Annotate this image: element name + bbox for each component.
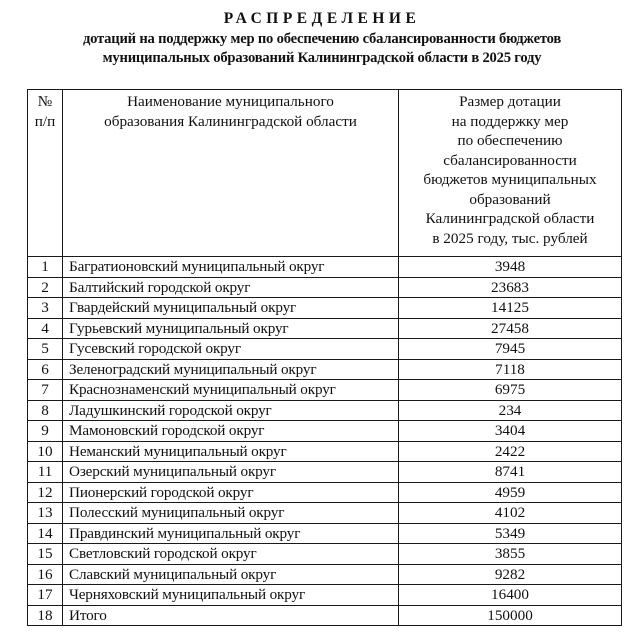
table-row bbox=[28, 257, 622, 278]
subsidy-amount: 2422 bbox=[399, 441, 622, 462]
document-subtitle-line-1: дотаций на поддержку мер по обеспечению сбалансированности бюджетов bbox=[82, 31, 562, 47]
header-value-line: сбалансированности bbox=[443, 151, 577, 169]
table-row bbox=[28, 564, 622, 585]
municipality-name: Славский муниципальный округ bbox=[63, 564, 399, 585]
subsidy-amount: 7118 bbox=[399, 359, 622, 380]
table-row bbox=[28, 462, 622, 483]
municipality-name: Пионерский городской округ bbox=[63, 482, 399, 503]
subsidy-amount: 3855 bbox=[399, 544, 622, 565]
subsidy-amount: 6975 bbox=[399, 380, 622, 401]
row-number: 8 bbox=[28, 400, 63, 421]
table-row bbox=[28, 544, 622, 565]
row-number: 7 bbox=[28, 380, 63, 401]
table-row bbox=[28, 318, 622, 339]
table-header-row bbox=[28, 90, 622, 257]
header-name-line: Наименование муниципального bbox=[127, 93, 334, 110]
header-municipality-name bbox=[63, 90, 399, 257]
municipality-name: Неманский муниципальный округ bbox=[63, 441, 399, 462]
subsidy-amount: 3404 bbox=[399, 421, 622, 442]
table-row bbox=[28, 585, 622, 606]
subsidy-amount: 27458 bbox=[399, 318, 622, 339]
subsidy-amount: 7945 bbox=[399, 339, 622, 360]
municipality-name: Ладушкинский городской округ bbox=[63, 400, 399, 421]
row-number: 2 bbox=[28, 277, 63, 298]
municipality-name: Мамоновский городской округ bbox=[63, 421, 399, 442]
row-number: 11 bbox=[28, 462, 63, 483]
table-row bbox=[28, 482, 622, 503]
table-row bbox=[28, 380, 622, 401]
table-row bbox=[28, 339, 622, 360]
row-number: 9 bbox=[28, 421, 63, 442]
table-row bbox=[28, 441, 622, 462]
subsidy-amount: 4102 bbox=[399, 503, 622, 524]
subsidy-amount: 4959 bbox=[399, 482, 622, 503]
header-value-line: Калининградской области bbox=[425, 210, 595, 227]
table-row bbox=[28, 421, 622, 442]
subsidy-amount: 150000 bbox=[399, 605, 622, 626]
municipality-name: Черняховский муниципальный округ bbox=[63, 585, 399, 606]
municipality-name: Гусевский городской округ bbox=[63, 339, 399, 360]
subsidy-amount: 14125 bbox=[399, 298, 622, 319]
row-number: 15 bbox=[28, 544, 63, 565]
table-row bbox=[28, 503, 622, 524]
municipality-name: Гурьевский муниципальный округ bbox=[63, 318, 399, 339]
header-subsidy-amount bbox=[399, 90, 622, 257]
municipality-name: Балтийский городской округ bbox=[63, 277, 399, 298]
document-subtitle-line-2: муниципальных образований Калининградской области в 2025 году bbox=[102, 50, 542, 66]
subsidy-amount: 23683 bbox=[399, 277, 622, 298]
municipality-name: Правдинский муниципальный округ bbox=[63, 523, 399, 544]
municipality-name: Багратионовский муниципальный округ bbox=[63, 257, 399, 278]
header-value-line: бюджетов муниципальных bbox=[423, 171, 597, 188]
table-body bbox=[28, 257, 622, 626]
header-value-line: образований bbox=[469, 190, 551, 208]
row-number: 1 bbox=[28, 257, 63, 278]
table-row bbox=[28, 277, 622, 298]
subsidy-amount: 9282 bbox=[399, 564, 622, 585]
header-number bbox=[28, 90, 63, 257]
header-number-line: п/п bbox=[34, 113, 56, 130]
municipality-name: Полесский муниципальный округ bbox=[63, 503, 399, 524]
row-number: 14 bbox=[28, 523, 63, 544]
municipality-name: Гвардейский муниципальный округ bbox=[63, 298, 399, 319]
document-title: РАСПРЕДЕЛЕНИЕ bbox=[223, 10, 421, 27]
municipality-name: Итого bbox=[63, 605, 399, 626]
row-number: 18 bbox=[28, 605, 63, 626]
header-name-line: образования Калининградской области bbox=[104, 113, 357, 130]
table-row bbox=[28, 523, 622, 544]
row-number: 6 bbox=[28, 359, 63, 380]
row-number: 12 bbox=[28, 482, 63, 503]
municipality-name: Озерский муниципальный округ bbox=[63, 462, 399, 483]
header-number-line: № bbox=[37, 93, 53, 110]
subsidy-amount: 5349 bbox=[399, 523, 622, 544]
municipality-name: Светловский городской округ bbox=[63, 544, 399, 565]
header-value-line: на поддержку мер bbox=[451, 112, 569, 130]
header-value-line: Размер дотации bbox=[459, 93, 561, 110]
subsidy-distribution-table bbox=[27, 89, 622, 626]
municipality-name: Зеленоградский муниципальный округ bbox=[63, 359, 399, 380]
subsidy-amount: 16400 bbox=[399, 585, 622, 606]
row-number: 5 bbox=[28, 339, 63, 360]
table-row bbox=[28, 359, 622, 380]
row-number: 4 bbox=[28, 318, 63, 339]
subsidy-amount: 234 bbox=[399, 400, 622, 421]
header-value-line: по обеспечению bbox=[457, 132, 563, 149]
row-number: 17 bbox=[28, 585, 63, 606]
header-value-line: в 2025 году, тыс. рублей bbox=[432, 229, 588, 247]
subsidy-amount: 3948 bbox=[399, 257, 622, 278]
row-number: 3 bbox=[28, 298, 63, 319]
row-number: 10 bbox=[28, 441, 63, 462]
row-number: 16 bbox=[28, 564, 63, 585]
table-row bbox=[28, 400, 622, 421]
row-number: 13 bbox=[28, 503, 63, 524]
table-row bbox=[28, 298, 622, 319]
table-row-total bbox=[28, 605, 622, 626]
subsidy-amount: 8741 bbox=[399, 462, 622, 483]
municipality-name: Краснознаменский муниципальный округ bbox=[63, 380, 399, 401]
